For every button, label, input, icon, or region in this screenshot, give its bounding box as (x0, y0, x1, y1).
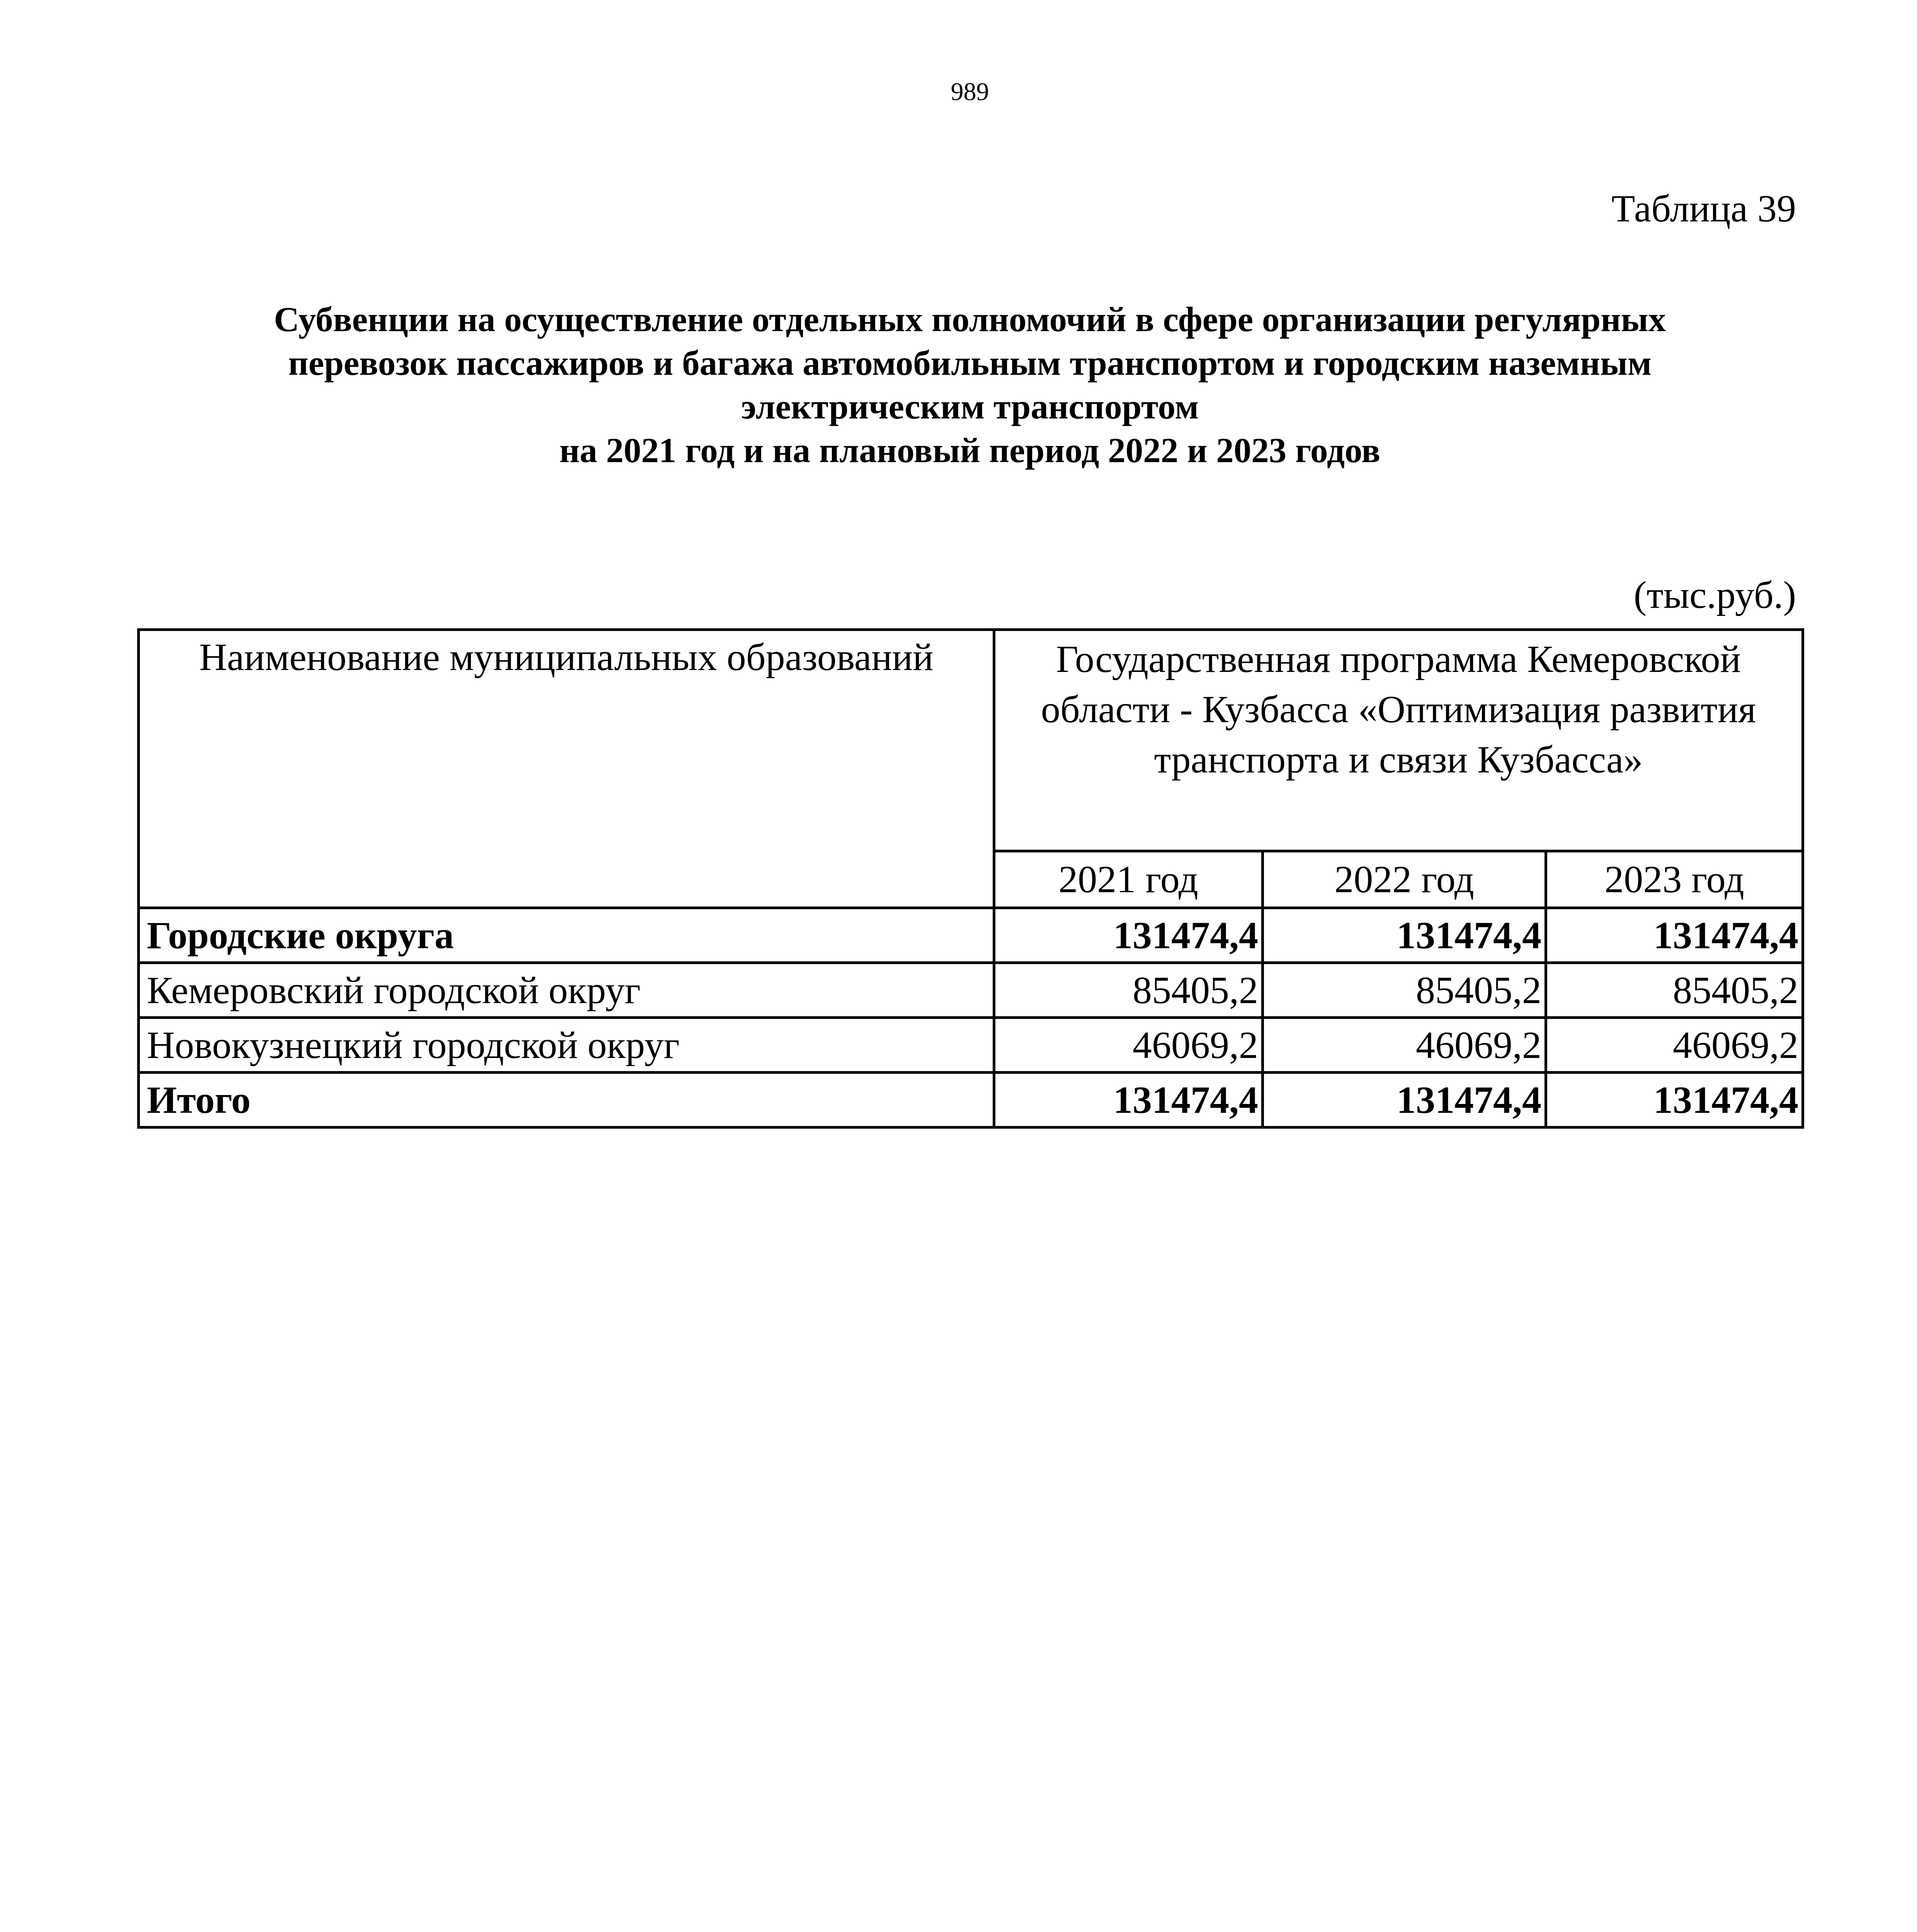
subventions-table (137, 628, 1804, 1129)
header-year: 2021 год (994, 851, 1263, 908)
row-name: Кемеровский городской округ (139, 963, 994, 1018)
header-program: Государственная программа Кемеровской области - Кузбасса «Оптимизация развития транспорта и связи Кузбасса» (994, 630, 1803, 851)
document-title (116, 298, 1824, 472)
table-row (139, 1018, 1803, 1073)
row-name: Итого (139, 1073, 994, 1128)
title-line: электрическим транспортом (741, 387, 1199, 426)
row-value-2021: 85405,2 (994, 963, 1263, 1018)
header-year: 2022 год (1263, 851, 1546, 908)
table-row (139, 908, 1803, 963)
header-year: 2023 год (1546, 851, 1803, 908)
row-value-2022: 131474,4 (1263, 1073, 1546, 1128)
row-value-2023: 131474,4 (1546, 908, 1803, 963)
title-line: перевозок пассажиров и багажа автомобильным транспортом и городским наземным (288, 344, 1652, 383)
page-number: 989 (951, 78, 989, 106)
title-line: на 2021 год и на плановый период 2022 и 2023 годов (559, 431, 1381, 470)
row-value-2022: 131474,4 (1263, 908, 1546, 963)
row-value-2023: 46069,2 (1546, 1018, 1803, 1073)
table-row-total (139, 1073, 1803, 1128)
table-row (139, 963, 1803, 1018)
row-name: Городские округа (139, 908, 994, 963)
row-value-2021: 131474,4 (994, 908, 1263, 963)
row-value-2023: 131474,4 (1546, 1073, 1803, 1128)
units-label: (тыс.руб.) (1633, 573, 1796, 616)
row-value-2021: 46069,2 (994, 1018, 1263, 1073)
row-value-2021: 131474,4 (994, 1073, 1263, 1128)
row-value-2023: 85405,2 (1546, 963, 1803, 1018)
row-name: Новокузнецкий городской округ (139, 1018, 994, 1073)
title-line: Субвенции на осуществление отдельных полномочий в сфере организации регулярных (274, 300, 1666, 339)
row-value-2022: 85405,2 (1263, 963, 1546, 1018)
table-label: Таблица 39 (1611, 187, 1796, 230)
header-municipality: Наименование муниципальных образований (139, 630, 994, 908)
row-value-2022: 46069,2 (1263, 1018, 1546, 1073)
